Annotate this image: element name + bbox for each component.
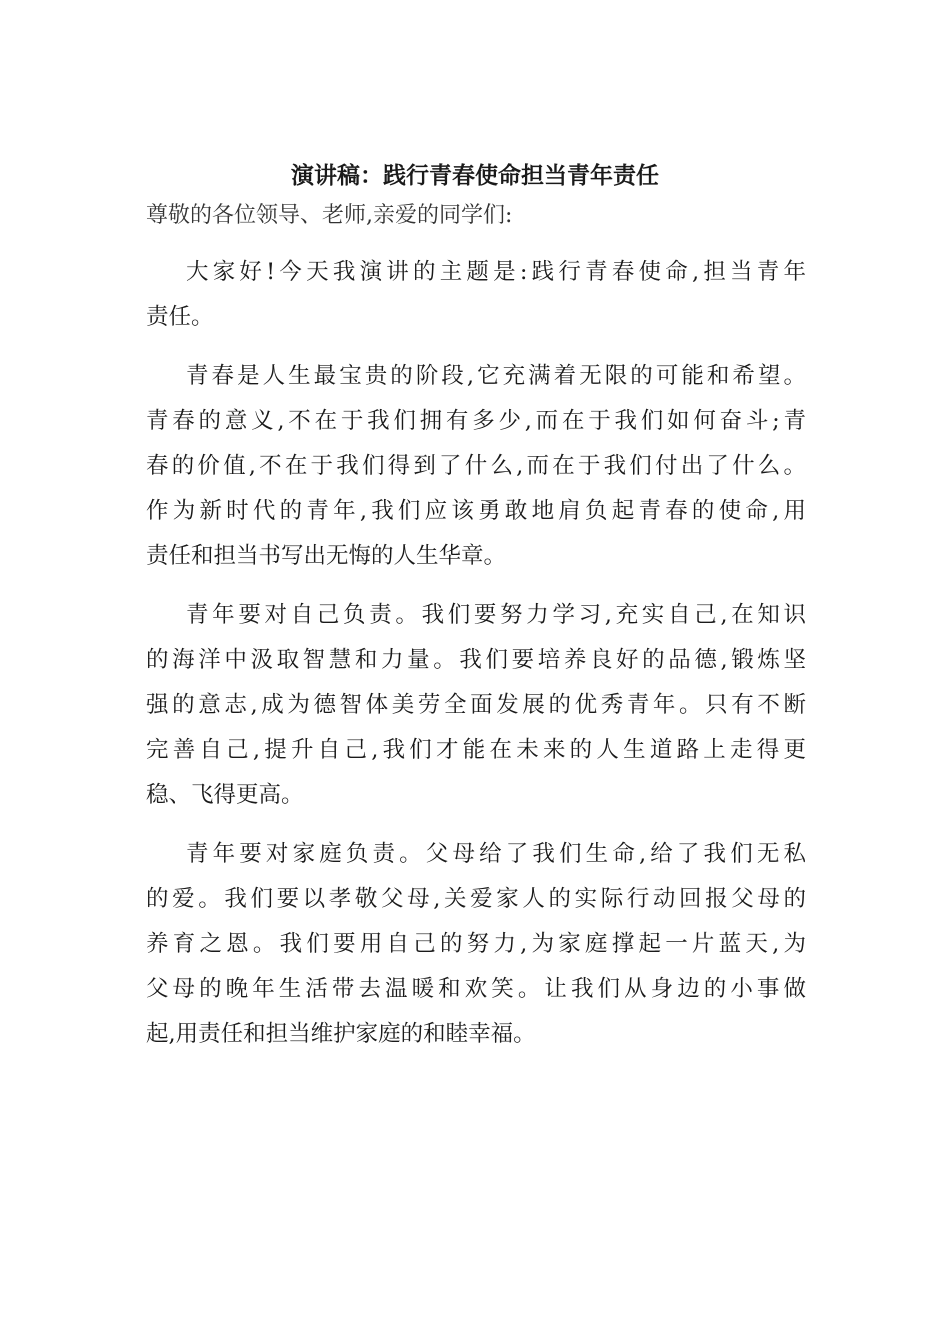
- paragraph-line: 强的意志,成为德智体美劳全面发展的优秀青年。只有不断: [146, 692, 806, 718]
- document-page: [146, 158, 806, 1057]
- paragraph: [146, 832, 806, 1057]
- paragraph-line: 责任和担当书写出无悔的人生华章。: [146, 543, 507, 569]
- paragraph-line: 的海洋中汲取智慧和力量。我们要培养良好的品德,锻炼坚: [146, 647, 806, 673]
- paragraph-line: 起,用责任和担当维护家庭的和睦幸福。: [146, 1021, 536, 1047]
- salutation: 尊敬的各位领导、老师,亲爱的同学们:: [146, 203, 513, 228]
- paragraph-line: 大家好!今天我演讲的主题是:践行青春使命,担当青年: [186, 259, 806, 285]
- paragraph: [146, 250, 806, 340]
- paragraph-line: 完善自己,提升自己,我们才能在未来的人生道路上走得更: [146, 737, 806, 763]
- paragraph-line: 的爱。我们要以孝敬父母,关爱家人的实际行动回报父母的: [146, 886, 806, 912]
- paragraph: [146, 593, 806, 818]
- paragraph-line: 青春的意义,不在于我们拥有多少,而在于我们如何奋斗;青: [146, 408, 806, 434]
- document-body: [146, 250, 806, 1057]
- paragraph-line: 青年要对家庭负责。父母给了我们生命,给了我们无私: [186, 841, 806, 867]
- paragraph-line: 父母的晚年生活带去温暖和欢笑。让我们从身边的小事做: [146, 976, 806, 1002]
- paragraph-line: 青年要对自己负责。我们要努力学习,充实自己,在知识: [186, 602, 806, 628]
- paragraph-line: 春的价值,不在于我们得到了什么,而在于我们付出了什么。: [146, 453, 806, 479]
- document-title: 演讲稿：践行青春使命担当青年责任: [291, 162, 659, 189]
- paragraph-line: 作为新时代的青年,我们应该勇敢地肩负起青春的使命,用: [146, 498, 806, 524]
- paragraph-line: 养育之恩。我们要用自己的努力,为家庭撑起一片蓝天,为: [146, 931, 806, 957]
- paragraph-line: 青春是人生最宝贵的阶段,它充满着无限的可能和希望。: [186, 363, 806, 389]
- paragraph: [146, 354, 806, 579]
- paragraph-line: 稳、飞得更高。: [146, 782, 304, 808]
- paragraph-line: 责任。: [146, 304, 214, 330]
